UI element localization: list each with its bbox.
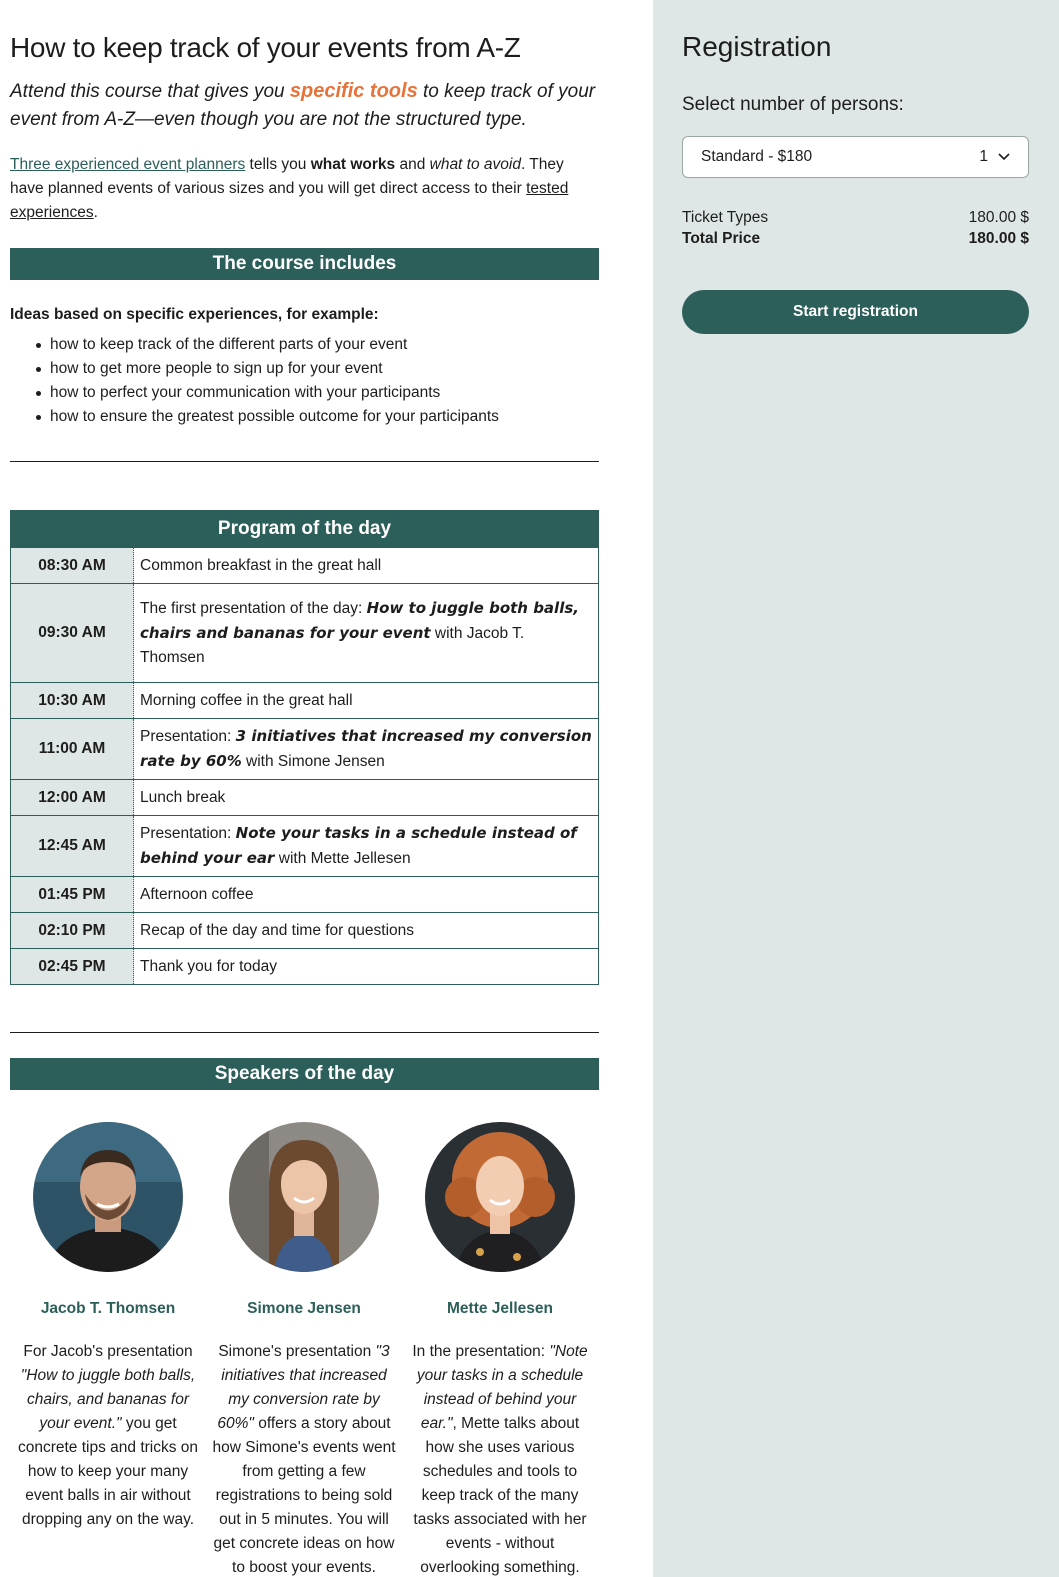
table-row bbox=[11, 815, 598, 876]
speaker-photo-jacob bbox=[33, 1122, 183, 1272]
desc-quote: "Note your tasks in a schedule instead of behind your ear." bbox=[416, 1343, 588, 1432]
desc-text: Thank you for today bbox=[140, 958, 277, 975]
para-text: and bbox=[395, 156, 430, 173]
list-item: how to keep track of the different parts of your event bbox=[36, 333, 599, 357]
program-time: 02:10 PM bbox=[11, 913, 134, 948]
desc-title: 3 initiatives that increased my conversion rate by 60% bbox=[140, 727, 592, 770]
quantity-select[interactable]: 1 bbox=[979, 148, 988, 165]
para-bold: what works bbox=[310, 156, 396, 173]
intro-text-end: to keep track of your event from A-Z—even though you are not the structured type. bbox=[10, 81, 596, 130]
program-table bbox=[10, 510, 599, 985]
table-row bbox=[11, 876, 598, 912]
table-row bbox=[11, 779, 598, 815]
program-time: 11:00 AM bbox=[11, 719, 134, 779]
program-desc bbox=[134, 683, 598, 718]
start-registration-button[interactable]: Start registration bbox=[682, 290, 1029, 334]
avatar bbox=[425, 1122, 575, 1272]
program-desc bbox=[134, 877, 598, 912]
ticket-selector[interactable] bbox=[682, 136, 1029, 178]
chevron-down-icon[interactable] bbox=[998, 153, 1010, 161]
speaker-description bbox=[206, 1340, 402, 1577]
table-row bbox=[11, 583, 598, 682]
para-italic: what to avoid bbox=[429, 156, 521, 173]
desc-text: Simone's presentation bbox=[218, 1343, 376, 1360]
divider bbox=[10, 461, 599, 462]
program-time: 01:45 PM bbox=[11, 877, 134, 912]
speaker-name: Mette Jellesen bbox=[447, 1300, 553, 1317]
desc-title: How to juggle both balls, chairs and bananas for your event bbox=[140, 599, 579, 642]
desc-text: Morning coffee in the great hall bbox=[140, 692, 353, 709]
table-row bbox=[11, 948, 598, 984]
program-desc bbox=[134, 780, 598, 815]
speaker-name: Simone Jensen bbox=[247, 1300, 361, 1317]
avatar bbox=[33, 1122, 183, 1272]
includes-list bbox=[10, 333, 599, 429]
desc-speaker: with Jacob T. Thomsen bbox=[140, 625, 525, 666]
desc-text: Recap of the day and time for questions bbox=[140, 922, 414, 939]
registration-sidebar bbox=[653, 0, 1059, 1577]
intro-text bbox=[10, 77, 599, 134]
desc-text: In the presentation: bbox=[412, 1343, 550, 1360]
speaker-card bbox=[206, 1122, 402, 1577]
program-desc bbox=[134, 584, 598, 682]
program-time: 12:00 AM bbox=[11, 780, 134, 815]
main-content bbox=[10, 0, 599, 1577]
total-price-label: Total Price bbox=[682, 230, 761, 247]
ticket-types-row bbox=[682, 209, 1029, 227]
desc-text: you get concrete tips and tricks on how to keep your many event balls in air without dropping any on the way. bbox=[17, 1415, 199, 1528]
desc-text: Presentation: bbox=[140, 728, 236, 745]
desc-text: , Mette talks about how she uses various schedules and tools to keep track of the many tasks associated with her events - without overlooking something. bbox=[413, 1415, 587, 1576]
desc-speaker: with Mette Jellesen bbox=[274, 850, 411, 867]
ticket-types-label: Ticket Types bbox=[682, 209, 769, 226]
page-title: How to keep track of your events from A-Z bbox=[10, 32, 521, 63]
intro-paragraph bbox=[10, 153, 599, 225]
program-desc bbox=[134, 913, 598, 948]
total-price-value: 180.00 $ bbox=[968, 230, 1029, 247]
desc-text: The first presentation of the day: bbox=[140, 600, 367, 617]
desc-text: For Jacob's presentation bbox=[23, 1343, 193, 1360]
program-desc bbox=[134, 949, 598, 984]
speaker-photo-mette bbox=[425, 1122, 575, 1272]
speakers-grid bbox=[10, 1122, 599, 1577]
table-row bbox=[11, 912, 598, 948]
speaker-description bbox=[10, 1340, 206, 1532]
desc-text: Lunch break bbox=[140, 789, 226, 806]
total-price-row bbox=[682, 230, 1029, 248]
avatar bbox=[229, 1122, 379, 1272]
table-row bbox=[11, 718, 598, 779]
program-time: 08:30 AM bbox=[11, 548, 134, 583]
speakers-heading: Speakers of the day bbox=[10, 1058, 599, 1090]
ticket-name: Standard - $180 bbox=[701, 148, 813, 165]
desc-quote: "3 initiatives that increased my conversion rate by 60%" bbox=[217, 1343, 390, 1432]
program-time: 10:30 AM bbox=[11, 683, 134, 718]
intro-text-start: Attend this course that gives you bbox=[10, 81, 290, 102]
speaker-name: Jacob T. Thomsen bbox=[40, 1300, 176, 1317]
para-text: tells you bbox=[245, 156, 311, 173]
event-planners-link[interactable]: Three experienced event planners bbox=[10, 156, 246, 173]
table-row bbox=[11, 547, 598, 583]
para-underlined: tested experiences bbox=[10, 180, 569, 221]
divider bbox=[10, 1032, 599, 1033]
program-desc bbox=[134, 548, 598, 583]
speaker-card bbox=[402, 1122, 598, 1577]
program-desc bbox=[134, 719, 598, 779]
list-item: how to ensure the greatest possible outcome for your participants bbox=[36, 405, 599, 429]
course-includes-heading: The course includes bbox=[10, 248, 599, 280]
registration-title: Registration bbox=[682, 31, 832, 62]
para-text: . They have planned events of various sizes and you will get direct access to their bbox=[10, 156, 564, 197]
table-row bbox=[11, 682, 598, 718]
program-time: 02:45 PM bbox=[11, 949, 134, 984]
desc-title: Note your tasks in a schedule instead of behind your ear bbox=[140, 824, 577, 867]
desc-text: Common breakfast in the great hall bbox=[140, 557, 382, 574]
desc-text: Presentation: bbox=[140, 825, 236, 842]
list-item: how to get more people to sign up for your event bbox=[36, 357, 599, 381]
speaker-description bbox=[402, 1340, 598, 1577]
program-heading: Program of the day bbox=[11, 511, 598, 547]
program-time: 12:45 AM bbox=[11, 816, 134, 876]
speaker-photo-simone bbox=[229, 1122, 379, 1272]
ticket-types-value: 180.00 $ bbox=[968, 209, 1029, 226]
list-item: how to perfect your communication with your participants bbox=[36, 381, 599, 405]
speaker-card bbox=[10, 1122, 206, 1577]
para-text: . bbox=[93, 204, 98, 221]
program-desc bbox=[134, 816, 598, 876]
desc-quote: "How to juggle both balls, chairs, and bananas for your event." bbox=[20, 1367, 196, 1432]
program-time: 09:30 AM bbox=[11, 584, 134, 682]
desc-text: Afternoon coffee bbox=[140, 886, 254, 903]
includes-lead: Ideas based on specific experiences, for example: bbox=[10, 306, 379, 323]
intro-highlight: specific tools bbox=[289, 80, 418, 102]
desc-speaker: with Simone Jensen bbox=[241, 753, 385, 770]
select-persons-label: Select number of persons: bbox=[682, 94, 904, 115]
desc-text: offers a story about how Simone's events went from getting a few registrations to being sold out in 5 minutes. You will get concrete ideas on how to boost your events. bbox=[212, 1415, 396, 1576]
